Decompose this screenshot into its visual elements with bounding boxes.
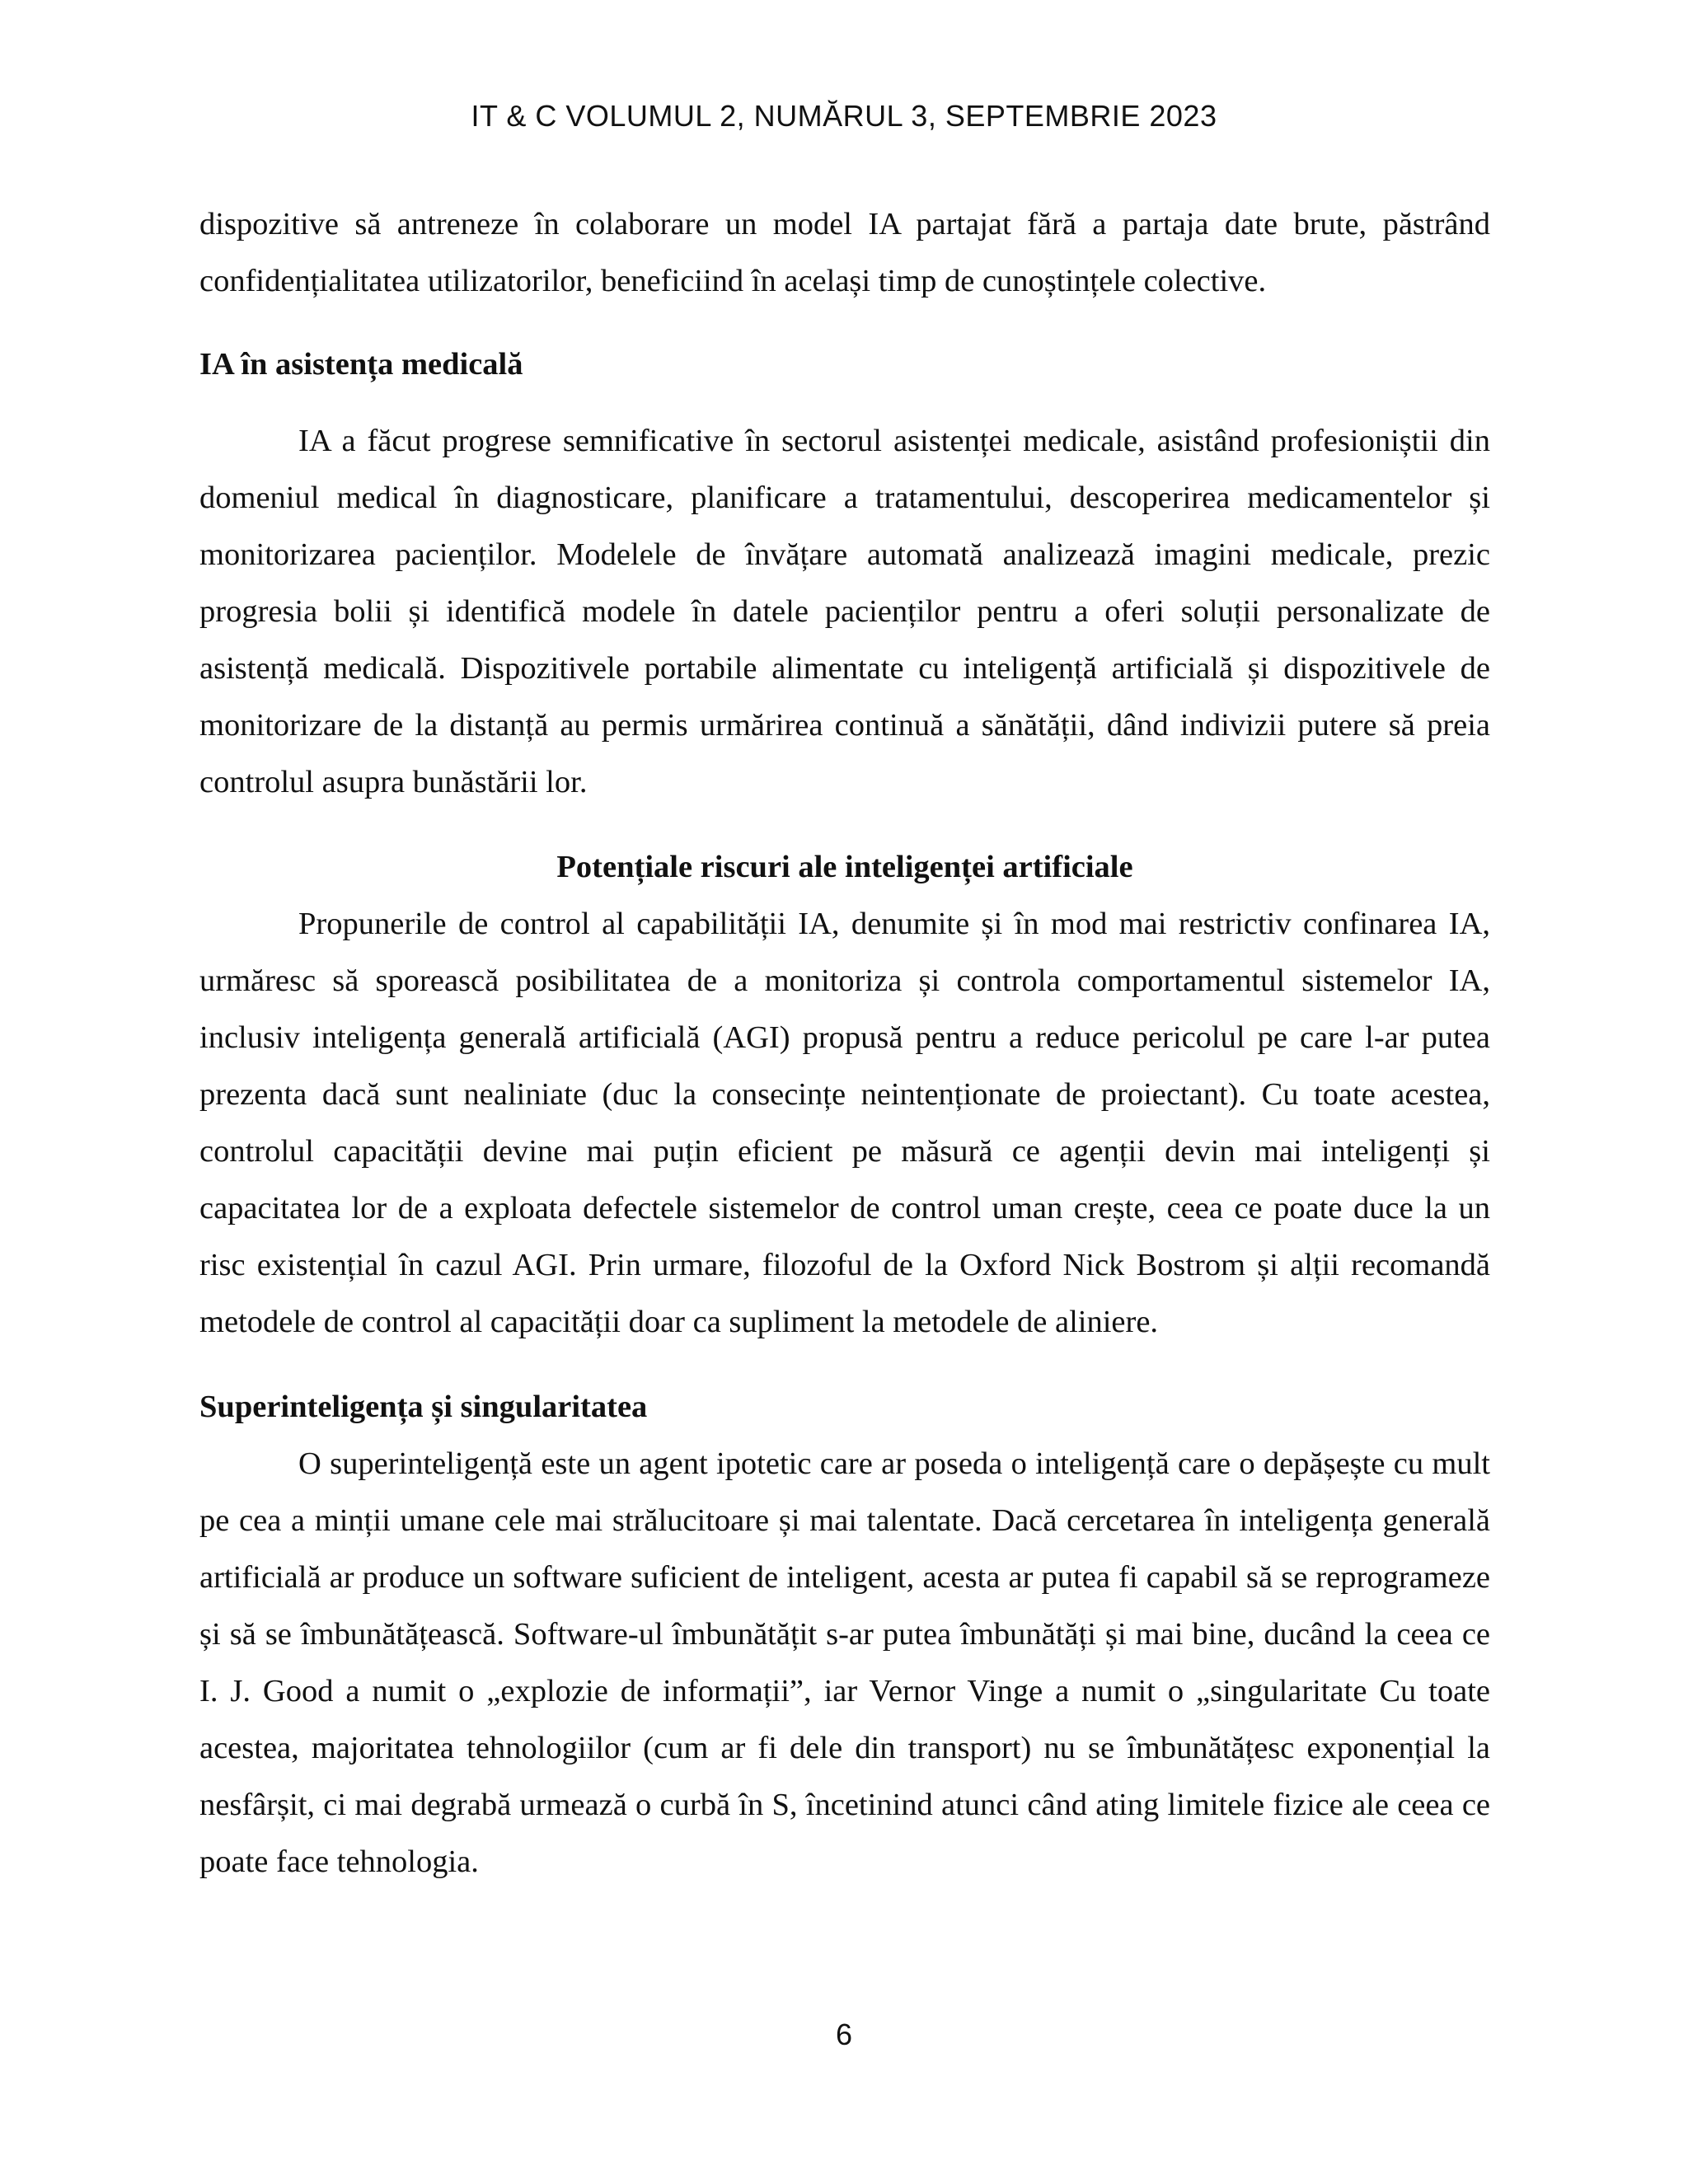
paragraph-risks: Propunerile de control al capabilității IA, denumite și în mod mai restrictiv confinarea IA, urmăresc să sporească posibilitatea de a monitoriza și controla comportamentul sistemelor IA, inclusiv inteligența generală artificială (AGI) propusă pentru a reduce pericolul pe care l-ar putea prezenta dacă sunt nealiniate (duc la consecințe neintenționate de proiectant). Cu toate acestea, controlul capacității devine mai puțin eficient pe măsură ce agenții devin mai inteligenți și capacitatea lor de a exploata defectele sistemelor de control uman crește, ceea ce poate duce la un risc existențial în cazul AGI. Prin urmare, filozoful de la Oxford Nick Bostrom și alții recomandă metodele de control al capacității doar ca supliment la metodele de aliniere. — [199, 907, 1490, 1339]
heading-healthcare: IA în asistența medicală — [199, 347, 523, 382]
running-header: IT & C VOLUMUL 2, NUMĂRUL 3, SEPTEMBRIE 2023 — [471, 99, 1217, 133]
heading-risks: Potențiale riscuri ale inteligenței artificiale — [556, 850, 1133, 884]
page-content — [199, 196, 1490, 1891]
intro-paragraph: dispozitive să antreneze în colaborare un model IA partajat fără a partaja date brute, păstrând confidențialitatea utilizatorilor, beneficiind în același timp de cunoștințele colective. — [199, 207, 1490, 298]
page-number: 6 — [835, 2018, 853, 2051]
heading-superintelligence: Superinteligența și singularitatea — [199, 1390, 648, 1424]
paragraph-superintelligence: O superinteligență este un agent ipotetic care ar poseda o inteligență care o depășește cu mult pe cea a minții umane cele mai strălucitoare și mai talentate. Dacă cercetarea în inteligența generală artificială ar produce un software suficient de inteligent, acesta ar putea fi capabil să se reprogrameze și să se îmbunătățească. Software-ul îmbunătățit s-ar putea îmbunătăți și mai bine, ducând la ceea ce I. J. Good a numit o „explozie de informații”, iar Vernor Vinge a numit o „singularitate Cu toate acestea, majoritatea tehnologiilor (cum ar fi dele din transport) nu se îmbunătățesc exponențial la nesfârșit, ci mai degrabă urmează o curbă în S, încetinind atunci când ating limitele fizice ale ceea ce poate face tehnologia. — [199, 1446, 1490, 1879]
paragraph-healthcare: IA a făcut progrese semnificative în sectorul asistenței medicale, asistând profesioniștii din domeniul medical în diagnosticare, planificare a tratamentului, descoperirea medicamentelor și monitorizarea pacienților. Modelele de învățare automată analizează imagini medicale, prezic progresia bolii și identifică modele în datele pacienților pentru a oferi soluții personalizate de asistență medicală. Dispozitivele portabile alimentate cu inteligență artificială și dispozitivele de monitorizare de la distanță au permis urmărirea continuă a sănătății, dând indivizii putere să preia controlul asupra bunăstării lor. — [199, 424, 1490, 799]
